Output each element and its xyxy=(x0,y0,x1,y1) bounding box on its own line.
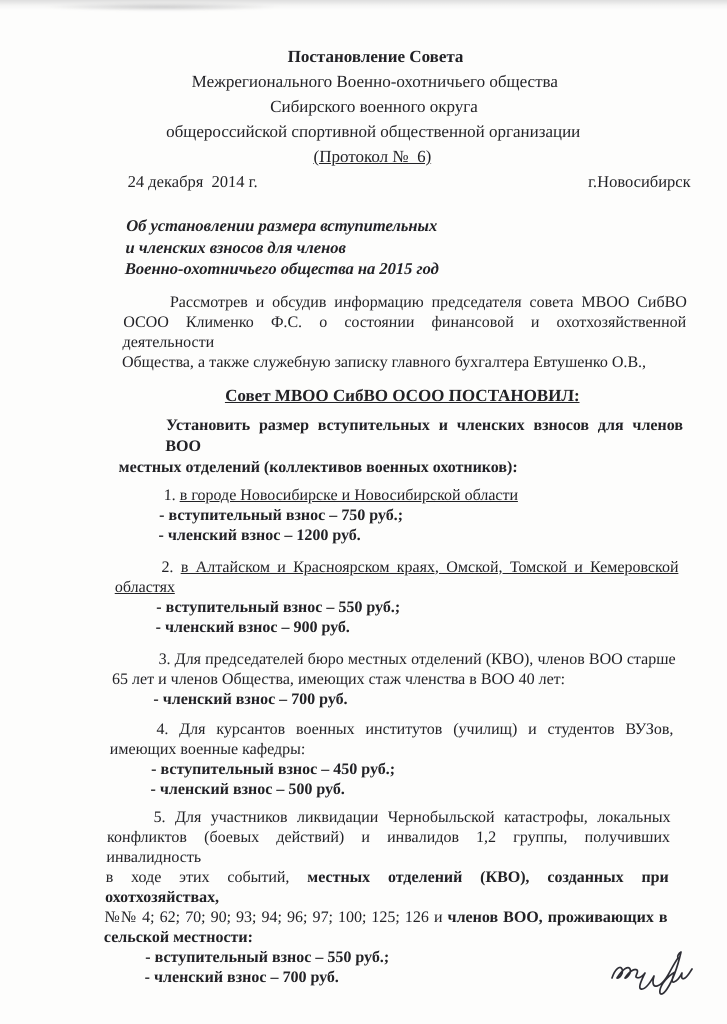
intro-line: Общества, а также служебную записку главного бухгалтера Евтушенко О.В., xyxy=(121,353,647,371)
item-5-text-regular: в ходе этих событий, xyxy=(105,868,308,886)
item-1 xyxy=(116,486,681,546)
fee-line: - вступительный взнос – 550 руб.; xyxy=(145,948,390,966)
fee-line: - членский взнос – 900 руб. xyxy=(155,618,351,636)
subject-block xyxy=(125,215,690,280)
directive-line: Установить размер вступительных и членских взносов для членов ВОО xyxy=(165,416,684,455)
fee-line: - членский взнос – 1200 руб. xyxy=(158,526,362,544)
protocol-number: (Протокол № 6) xyxy=(313,147,432,166)
item-1-heading xyxy=(117,486,681,506)
subject-line: Об установлении размера вступительных xyxy=(125,216,438,235)
item-5-text-bold: членов ВОО, проживающих в xyxy=(447,908,668,926)
item-3 xyxy=(111,650,676,710)
directive-paragraph xyxy=(118,415,683,478)
item-2-title: в Алтайском и Красноярском краях, Омской, Томской и Кемеровской xyxy=(180,558,679,576)
org-name-line: Сибирского военного округа xyxy=(269,97,479,116)
org-name-line: Межрегионального Военно-охотничьего общества xyxy=(191,72,559,91)
item-1-number: 1. xyxy=(163,486,181,504)
directive-line: местных отделений (коллективов военных охотников): xyxy=(118,458,519,476)
protocol-line xyxy=(52,144,693,169)
fee-line: - членский взнос – 700 руб. xyxy=(153,690,348,708)
dateline xyxy=(127,172,691,192)
org-name-line: общероссийской спортивной общественной организации xyxy=(165,122,581,141)
intro-paragraph xyxy=(122,293,688,373)
item-3-text: 3. Для председателей бюро местных отделений (КВО), членов ВОО старше xyxy=(158,650,676,668)
item-1-title: в городе Новосибирске и Новосибирской области xyxy=(179,486,519,504)
item-5-text-bold: местных отделений (КВО), созданных при охотхозяйствах, xyxy=(104,868,670,906)
document-header xyxy=(52,44,696,169)
item-5-text: конфликтов (боевых действий) и инвалидов 1,2 группы, получивших инвалидность xyxy=(106,828,671,866)
item-5-text-bold: сельской местности: xyxy=(103,928,254,946)
item-5 xyxy=(102,808,671,988)
doc-date: 24 декабря 2014 г. xyxy=(127,172,259,191)
item-5-text xyxy=(104,928,668,948)
doc-title: Постановление Совета xyxy=(287,47,464,66)
fee-line: - вступительный взнос – 550 руб.; xyxy=(156,598,401,616)
item-5-text xyxy=(105,868,669,908)
item-5-text xyxy=(104,908,668,928)
scan-smudge xyxy=(42,3,282,11)
fee-line: - вступительный взнос – 750 руб.; xyxy=(158,506,404,524)
item-2-title-continued: областях xyxy=(114,578,176,596)
resolution-heading-text: Совет МВОО СибВО ОСОО ПОСТАНОВИЛ: xyxy=(224,385,581,405)
fee-line: - членский взнос – 700 руб. xyxy=(144,968,340,986)
doc-place: г.Новосибирск xyxy=(587,172,691,191)
fee-line: - членский взнос – 500 руб. xyxy=(150,780,346,798)
item-3-text: 65 лет и членов Общества, имеющих стаж членства в ВОО 40 лет: xyxy=(111,670,566,688)
item-2-heading-wrap xyxy=(115,578,679,598)
intro-line: ОСОО Клименко Ф.С. о состоянии финансовой и охотхозяйственной деятельности xyxy=(122,313,687,351)
item-2 xyxy=(113,558,679,638)
item-5-text: 5. Для участников ликвидации Чернобыльской катастрофы, локальных xyxy=(153,808,671,826)
item-4 xyxy=(108,720,674,800)
item-4-text: 4. Для курсантов военных институтов (училищ) и студентов ВУЗов, xyxy=(156,720,674,738)
document-content xyxy=(102,44,695,988)
intro-line: Рассмотрев и обсудив информацию председателя совета МВОО СибВО xyxy=(169,293,688,311)
subject-line: Военно-охотничьего общества на 2015 год xyxy=(124,259,440,278)
item-2-number: 2. xyxy=(161,558,182,576)
subject-line: и членских взносов для членов xyxy=(125,237,347,257)
fee-line: - вступительный взнос – 450 руб.; xyxy=(150,760,396,778)
item-2-heading xyxy=(115,558,679,578)
resolution-heading xyxy=(121,386,685,406)
handwritten-signature xyxy=(596,934,716,1006)
item-5-text-regular: №№ 4; 62; 70; 90; 93; 94; 96; 97; 100; 125; 126 и xyxy=(104,908,448,926)
item-4-text: имеющих военные кафедры: xyxy=(109,740,306,758)
scan-top-shadow xyxy=(0,0,727,10)
